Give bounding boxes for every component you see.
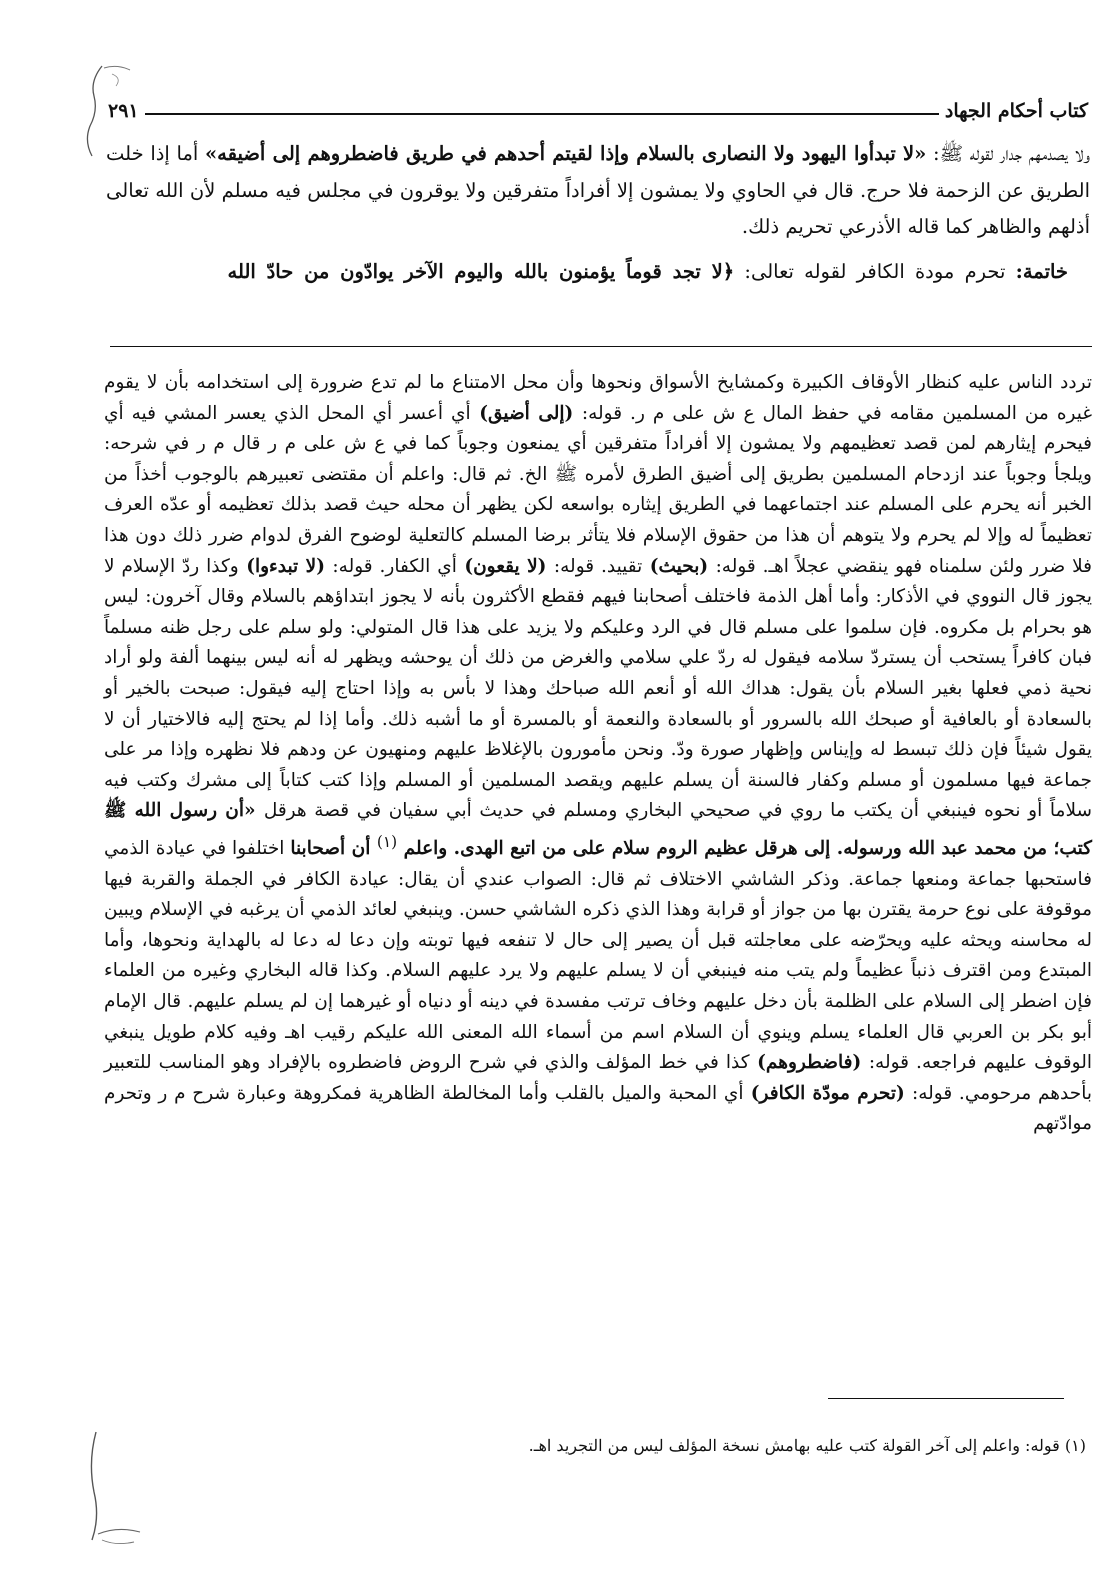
commentary-keyword: (فاضطروهم) [749, 1052, 869, 1074]
commentary-run: وكذا ردّ الإسلام لا يجوز قال النووي في الأذكار: وأما أهل الذمة فاختلف أصحابنا فيهم فقطع الأكثرون بأنه لا يجوز ابتداؤهم بالسلام وقال آخرون: ليس هو بحرام بل مكروه. فإن سلموا على مسلم قال في الرد وعليكم ولا يزيد على هذا قال المتولي: ولو سلم على رجل ظنه مسلماً فبان كافراً يستحب أن يستردّ سلامه فيقول له ردّ علي سلامي والغرض من ذلك أن يوحشه ويظهر له أنه ليس بينهما ألفة ولو أراد نحية ذمي فعلها بغير السلام بأن يقول: هداك الله أو أنعم الله صباحك وهذا لا بأس به وإذا احتاج إليه فيقول: صبحت بالخير أو بالسعادة أو بالعافية أو صبحك الله بالسرور أو بالسعادة والنعمة أو بالمسرة أو ما أشبه ذلك. وأما إذا لم يحتج إليه فالاختيار أن لا يقول شيئاً فإن ذلك تبسط له وإيناس وإظهار صورة ودّ. ونحن مأمورون بالإغلاظ عليهم ومنهيون عن ودهم فلا نظهره وإذا مر على جماعة فيها مسلمون أو مسلم وكفار فالسنة أن يسلم عليهم ويقصد المسلمين أو المسلم وإذا كتب كتاباً إلى مشرك وكتب فيه سلاماً أو نحوه فينبغي أن يكتب ما روي في صحيحي البخاري ومسلم في حديث أبي سفيان في قصة هرقل [104, 555, 1092, 822]
main-text-run: تحرم مودة الكافر لقوله تعالى: [734, 259, 1016, 283]
quran-verse: ﴿لا تجد قوماً يؤمنون بالله واليوم الآخر يوادّون من حادّ الله [227, 259, 735, 283]
khatima-paragraph [106, 254, 1090, 291]
main-text [106, 136, 1090, 290]
commentary-keyword: (لا يقعون) [456, 555, 554, 577]
main-paragraph [106, 136, 1090, 246]
footnote-marker: (١) [1064, 1436, 1086, 1455]
page-number: ٢٩١ [108, 100, 139, 122]
commentary-run: أي الكفار. قوله: [332, 555, 457, 577]
hadith-quote: «أن رسول الله ﷺ كتب؛ من محمد عبد الله ورسوله. إلى هرقل عظيم الروم سلام على من اتبع الهدى. واعلم [104, 800, 1092, 860]
commentary-keyword: (لا تبدءوا) [238, 555, 333, 577]
commentary-keyword: (إلى أضيق) [470, 402, 582, 424]
book-title: كتاب أحكام الجهاد [944, 100, 1088, 122]
footnote-rule [828, 1398, 1064, 1399]
commentary-run: تردد الناس عليه كنظار الأوقاف الكبيرة وكمشايخ الأسواق ونحوها وأن محل الامتناع ما لم تدع ضرورة إلى استخدامه بأن لا يقوم غيره من المسلمين مقامه في حفظ المال ع ش على م ر. قوله: [104, 372, 1092, 424]
khatima-label: خاتمة: [1015, 259, 1068, 283]
header-rule [145, 113, 939, 115]
section-divider [110, 346, 1092, 347]
footnote [120, 1434, 1086, 1458]
commentary-keyword: (تحرم مودّة الكافر) [743, 1082, 913, 1104]
hadith-quote: «لا تبدأوا اليهود ولا النصارى بالسلام وإذا لقيتم أحدهم في طريق فاضطروهم إلى أضيقه» [204, 142, 927, 165]
commentary-run: تقييد. قوله: [553, 555, 643, 577]
commentary-paragraph [104, 368, 1092, 1140]
commentary-run: كذا في خط المؤلف والذي في شرح الروض فاضطروه بالإفراد وهو المناسب للتعبير بأحدهم مرحومي. قوله: [104, 1052, 1092, 1104]
hadith-quote: أن أصحابنا [290, 838, 377, 860]
main-text-run: أما إذا خلت الطريق عن الزحمة فلا حرج. قال في الحاوي ولا يمشون إلا أفراداً متفرقين ولا يوقرون في مجلس فيه مسلم لأن الله تعالى أذلهم والظاهر كما قاله الأذرعي تحريم ذلك. [106, 142, 1090, 238]
footnote-text: قوله: واعلم إلى آخر القولة كتب عليه بهامش نسخة المؤلف ليس من التجريد اهـ. [528, 1436, 1065, 1455]
commentary-run: أي المحبة والميل بالقلب وأما المخالطة الظاهرية فمكروهة وعبارة شرح م ر وتحرم موادّتهم [104, 1082, 1092, 1135]
commentary-run: اختلفوا في عيادة الذمي فاستحبها جماعة ومنعها جماعة. وذكر الشاشي الاختلاف ثم قال: الصواب عندي أن يقال: عيادة الكافر في الجملة والقربة فيها موقوفة على نوع حرمة يقترن بها من جواز أو قرابة وهذا الذي ذكره الشاشي حسن. وينبغي لعائد الذمي أن يرغبه في الإسلام ويبين له محاسنه ويحثه عليه ويحرّضه على معاجلته قبل أن يصير إلى حال لا تنفعه فيها توبته وإن دعا له دعا له بالهداية ونحوها، وأما المبتدع ومن اقترف ذنباً عظيماً ولم يتب منه فينبغي أن لا يسلم عليهم ولا يرد عليهم السلام. وكذا قاله البخاري وغيره من العلماء فإن اضطر إلى السلام على الظلمة بأن دخل عليهم وخاف ترتب مفسدة في دينه أو دنياه أو غيرهما إن لم يسلم عليهم. قال الإمام أبو بكر بن العربي قال العلماء يسلم وينوي أن السلام اسم من أسماء الله المعنى الله عليكم رقيب اهـ وفيه كلام طويل ينبغي الوقوف عليهم فراجعه. قوله: [104, 838, 1092, 1074]
commentary-text [104, 368, 1092, 1140]
running-header [108, 92, 1088, 122]
main-text-run: ولا يصدمهم جدار لقوله ﷺ: [926, 142, 1091, 165]
commentary-keyword: (بحيث) [642, 555, 716, 577]
footnote-reference[interactable]: (١) [376, 832, 398, 851]
commentary-run: أي أعسر أي المحل الذي يعسر المشي فيه أي فيحرم إيثارهم لمن قصد تعظيمهم ولا يمشون إلا أفراداً متفرقين أي يمنعون وجوباً كما في ع ش على م ر قال م ر في شرحه: ويلجأ وجوباً عند ازدحام المسلمين بطريق إلى أضيق الطرق لأمره ﷺ الخ. ثم قال: واعلم أن مقتضى تعبيرهم بالوجوب أخذاً من الخبر أنه يحرم على المسلم عند اجتماعهما في الطريق إيثاره بواسعه لكن يظهر أن محله حيث قصد بذلك تعظيمه أو عدّه العرف تعظيماً له وإلا لم يحرم ولا يتوهم أن هذا من حقوق الإسلام فلا يتأثر برضا المسلم كالتعلية لوضوح الفرق لدوام ضرر ذلك دون هذا فلا ضرر ولئن سلمناه فهو ينقضي عجلاً اهـ. قوله: [104, 402, 1092, 577]
